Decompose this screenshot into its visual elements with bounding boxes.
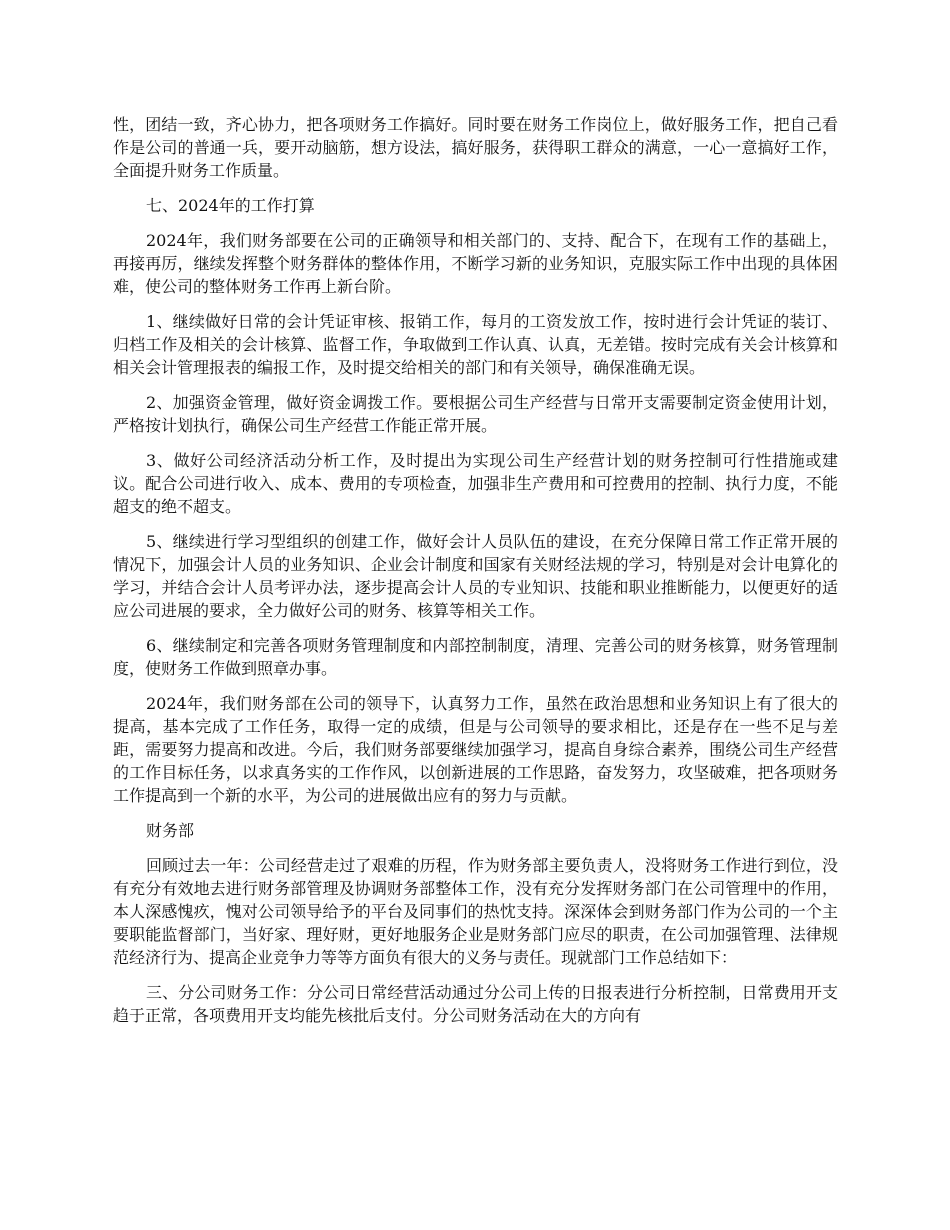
paragraph-2024-intro: 2024年，我们财务部要在公司的正确领导和相关部门的、支持、配合下，在现有工作的基础上，再接再厉，继续发挥整个财务群体的整体作用，不断学习新的业务知识，克服实际工作中出现的具体困难，使公司的整体财务工作再上新台阶。 — [113, 231, 838, 296]
plan-item-5: 5、继续进行学习型组织的创建工作，做好会计人员队伍的建设，在充分保障日常工作正常开展的情况下，加强会计人员的业务知识、企业会计制度和国家有关财经法规的学习，特别是对会计电算化的学习，并结合会计人员考评办法，逐步提高会计人员的专业知识、技能和职业推断能力，以便更好的适应公司进展的要求，全力做好公司的财务、核算等相关工作。 — [113, 532, 838, 620]
department-signature: 财务部 — [146, 821, 195, 840]
paragraph-review: 回顾过去一年：公司经营走过了艰难的历程，作为财务部主要负责人，没将财务工作进行到位，没有充分有效地去进行财务部管理及协调财务部整体工作，没有充分发挥财务部门在公司管理中的作用，本人深感愧疚，愧对公司领导给予的平台及同事们的热忱支持。深深体会到财务部门作为公司的一个主要职能监督部门，当好家、理好财，更好地服务企业是财务部门应尽的职责，在公司加强管理、法律规范经济行为、提高企业竞争力等等方面负有很大的义务与责任。现就部门工作总结如下： — [113, 856, 838, 967]
document-page — [113, 113, 838, 1039]
paragraph-2024-summary: 2024年，我们财务部在公司的领导下，认真努力工作，虽然在政治思想和业务知识上有了很大的提高，基本完成了工作任务，取得一定的成绩，但是与公司领导的要求相比，还是存在一些不足与差距，需要努力提高和改进。今后，我们财务部要继续加强学习，提高自身综合素养，围绕公司生产经营的工作目标任务，以求真务实的工作作风，以创新进展的工作思路，奋发努力，攻坚破难，把各项财务工作提高到一个新的水平，为公司的进展做出应有的努力与贡献。 — [113, 694, 838, 805]
paragraph-continuation: 性，团结一致，齐心协力，把各项财务工作搞好。同时要在财务工作岗位上，做好服务工作，把自己看作是公司的普通一兵，要开动脑筋，想方设法，搞好服务，获得职工群众的满意，一心一意搞好工作，全面提升财务工作质量。 — [113, 115, 838, 180]
section-heading-2024-plan: 七、2024年的工作打算 — [146, 196, 315, 215]
paragraph-branch-finance: 三、分公司财务工作：分公司日常经营活动通过分公司上传的日报表进行分析控制，日常费用开支趋于正常，各项费用开支均能先核批后支付。分公司财务活动在大的方向有 — [113, 983, 838, 1025]
plan-item-3: 3、做好公司经济活动分析工作，及时提出为实现公司生产经营计划的财务控制可行性措施或建议。配合公司进行收入、成本、费用的专项检查，加强非生产费用和可控费用的控制、执行力度，不能超支的绝不超支。 — [113, 451, 838, 516]
plan-item-6: 6、继续制定和完善各项财务管理制度和内部控制制度，清理、完善公司的财务核算，财务管理制度，使财务工作做到照章办事。 — [113, 636, 838, 678]
plan-item-2: 2、加强资金管理，做好资金调拨工作。要根据公司生产经营与日常开支需要制定资金使用计划，严格按计划执行，确保公司生产经营工作能正常开展。 — [113, 393, 838, 435]
plan-item-1: 1、继续做好日常的会计凭证审核、报销工作，每月的工资发放工作，按时进行会计凭证的装订、归档工作及相关的会计核算、监督工作，争取做到工作认真、认真，无差错。按时完成有关会计核算和相关会计管理报表的编报工作，及时提交给相关的部门和有关领导，确保准确无误。 — [113, 312, 838, 377]
